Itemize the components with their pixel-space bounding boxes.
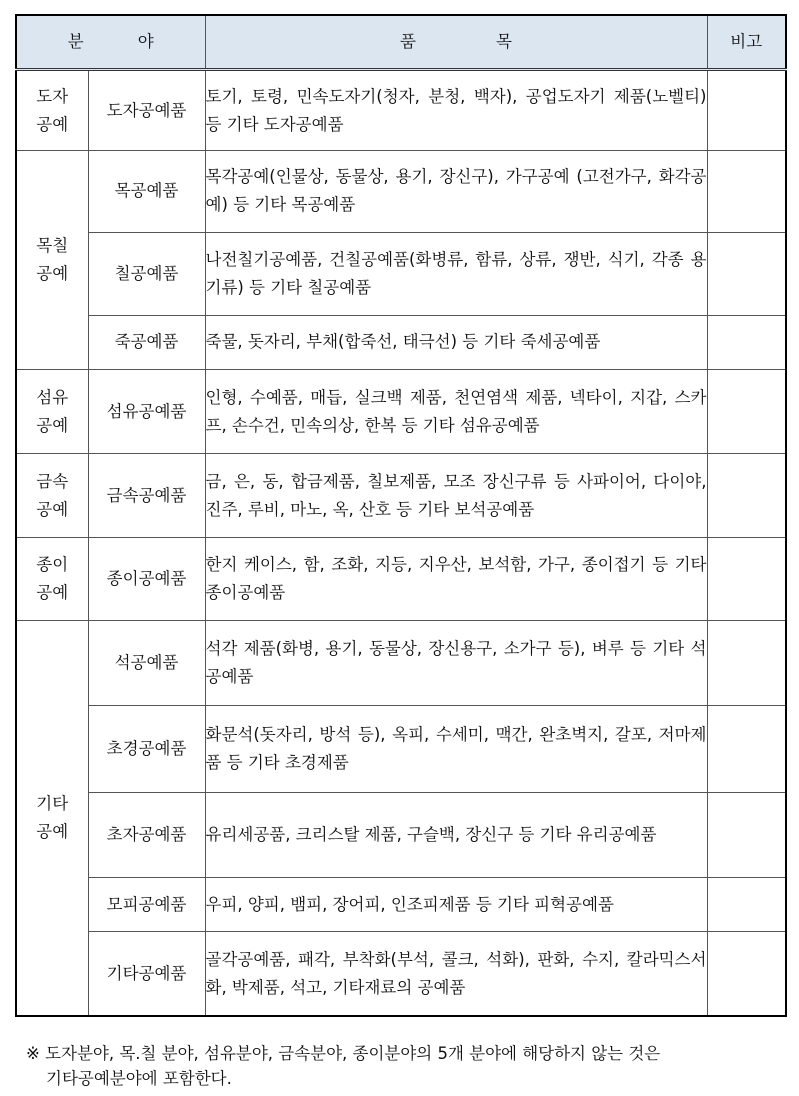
remark-cell — [707, 932, 786, 1016]
category-cell: 모피공예품 — [88, 877, 205, 931]
table-row — [16, 232, 786, 315]
field-name-line2: 공예 — [36, 821, 69, 841]
field-name-line1: 금속 — [36, 471, 69, 491]
table-header-row — [16, 15, 786, 70]
field-name-line1: 기타 — [36, 793, 69, 813]
field-name-line2: 공예 — [36, 264, 69, 284]
field-name-line1: 도자 — [36, 86, 69, 106]
footnote-line1: ※ 도자분야, 목.칠 분야, 섬유분야, 금속분야, 종이분야의 5개 분야에 해당하지 않는 것은 — [26, 1044, 661, 1063]
category-cell: 칠공예품 — [88, 232, 205, 315]
category-cell: 목공예품 — [88, 151, 205, 232]
field-name-line2: 공예 — [36, 114, 69, 134]
description-cell: 화문석(돗자리, 방석 등), 옥피, 수세미, 맥간, 완초벽지, 갈포, 저마제품 등 기타 초경제품 — [205, 706, 707, 792]
field-name-line2: 공예 — [36, 499, 69, 519]
description-cell: 토기, 토령, 민속도자기(청자, 분청, 백자), 공업도자기 제품(노벨티) 등 기타 도자공예품 — [205, 70, 707, 151]
remark-cell — [707, 151, 786, 232]
field-name-line1: 종이 — [36, 554, 69, 574]
remark-cell — [707, 232, 786, 315]
header-field-char-2: 야 — [137, 32, 154, 51]
description-cell: 나전칠기공예품, 건칠공예품(화병류, 함류, 상류, 쟁반, 식기, 각종 용기류) 등 기타 칠공예품 — [205, 232, 707, 315]
header-item-char-2: 목 — [496, 32, 512, 51]
header-field-char-1: 분 — [67, 32, 84, 51]
category-cell: 초경공예품 — [88, 706, 205, 792]
field-name-line1: 섬유 — [36, 387, 69, 407]
remark-cell — [707, 70, 786, 151]
description-cell: 죽물, 돗자리, 부채(합죽선, 태극선) 등 기타 죽세공예품 — [205, 315, 707, 369]
footnote — [26, 1041, 776, 1091]
category-cell: 석공예품 — [88, 620, 205, 705]
field-name-line2: 공예 — [36, 415, 69, 435]
description-cell: 금, 은, 동, 합금제품, 칠보제품, 모조 장신구류 등 사파이어, 다이야, 진주, 루비, 마노, 옥, 산호 등 기타 보석공예품 — [205, 454, 707, 537]
table-row — [16, 620, 786, 705]
remark-cell — [707, 315, 786, 369]
remark-cell — [707, 537, 786, 620]
field-cell-other — [16, 620, 88, 1016]
table-row — [16, 932, 786, 1016]
field-name-line1: 목칠 — [36, 236, 69, 256]
category-cell: 초자공예품 — [88, 792, 205, 877]
table-row — [16, 537, 786, 620]
category-cell: 기타공예품 — [88, 932, 205, 1016]
remark-cell — [707, 792, 786, 877]
craft-category-table — [15, 14, 787, 1017]
table-row — [16, 315, 786, 369]
header-item-char-1: 품 — [400, 32, 416, 51]
description-cell: 한지 케이스, 함, 조화, 지등, 지우산, 보석함, 가구, 종이접기 등 기타 종이공예품 — [205, 537, 707, 620]
field-cell-metal — [16, 454, 88, 537]
category-cell: 종이공예품 — [88, 537, 205, 620]
field-cell-textile — [16, 370, 88, 454]
table-row — [16, 70, 786, 151]
description-cell: 골각공예품, 패각, 부착화(부석, 콜크, 석화), 판화, 수지, 칼라믹스서화, 박제품, 석고, 기타재료의 공예품 — [205, 932, 707, 1016]
remark-cell — [707, 620, 786, 705]
field-cell-ceramic — [16, 70, 88, 151]
table-row — [16, 370, 786, 454]
table-row — [16, 454, 786, 537]
header-remark: 비고 — [707, 15, 786, 70]
description-cell: 목각공예(인물상, 동물상, 용기, 장신구), 가구공예 (고전가구, 화각공예) 등 기타 목공예품 — [205, 151, 707, 232]
remark-cell — [707, 706, 786, 792]
remark-cell — [707, 877, 786, 931]
description-cell: 석각 제품(화병, 용기, 동물상, 장신용구, 소가구 등), 벼루 등 기타 석공예품 — [205, 620, 707, 705]
table-row — [16, 792, 786, 877]
description-cell: 인형, 수예품, 매듭, 실크백 제품, 천연염색 제품, 넥타이, 지갑, 스카프, 손수건, 민속의상, 한복 등 기타 섬유공예품 — [205, 370, 707, 454]
category-cell: 섬유공예품 — [88, 370, 205, 454]
remark-cell — [707, 454, 786, 537]
field-cell-paper — [16, 537, 88, 620]
category-cell: 금속공예품 — [88, 454, 205, 537]
category-cell: 죽공예품 — [88, 315, 205, 369]
footnote-line2: 기타공예분야에 포함한다. — [46, 1069, 232, 1088]
table-row — [16, 706, 786, 792]
field-cell-woodlacquer — [16, 151, 88, 370]
table-row — [16, 877, 786, 931]
remark-cell — [707, 370, 786, 454]
description-cell: 우피, 양피, 뱀피, 장어피, 인조피제품 등 기타 피혁공예품 — [205, 877, 707, 931]
description-cell: 유리세공품, 크리스탈 제품, 구슬백, 장신구 등 기타 유리공예품 — [205, 792, 707, 877]
field-name-line2: 공예 — [36, 582, 69, 602]
header-item — [205, 15, 707, 70]
table-row — [16, 151, 786, 232]
header-field — [16, 15, 205, 70]
category-cell: 도자공예품 — [88, 70, 205, 151]
